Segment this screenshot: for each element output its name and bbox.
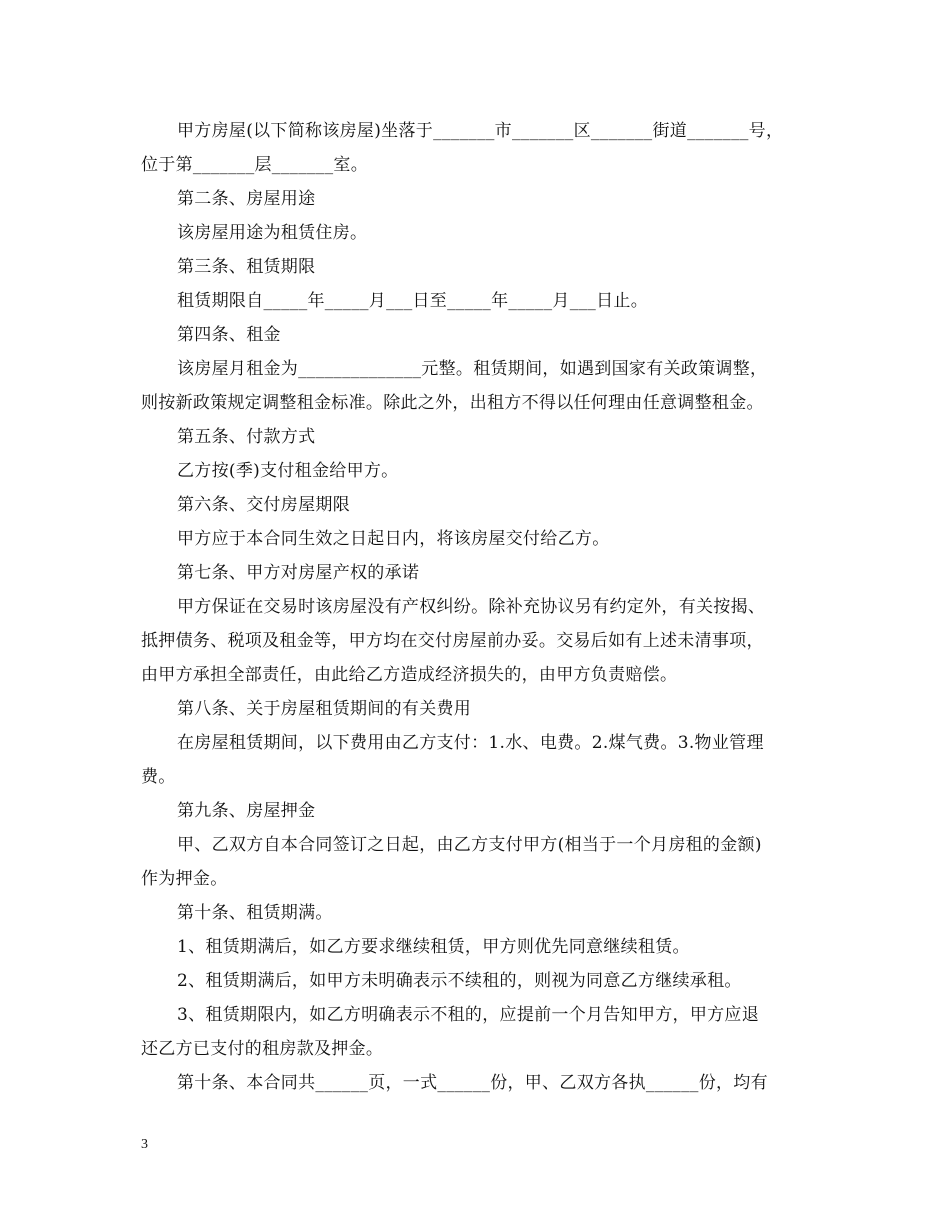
text-line: 第四条、租金 [177,325,281,345]
text-line: 甲方保证在交易时该房屋没有产权纠纷。除补充协议另有约定外，有关按揭、 [177,597,766,617]
text-line: 乙方按(季)支付租金给甲方。 [177,461,399,481]
text-line: 第九条、房屋押金 [177,801,316,821]
text-line: 甲方房屋(以下简称该房屋)坐落于_______市_______区_______街道_______号， [177,121,784,141]
text-line: 甲、乙双方自本合同签订之日起，由乙方支付甲方(相当于一个月房租的金额) [177,835,762,855]
text-line: 租赁期限自_____年_____月___日至_____年_____月___日止。 [177,291,648,311]
text-line: 则按新政策规定调整租金标准。除此之外，出租方不得以任何理由任意调整租金。 [141,393,764,413]
text-line: 作为押金。 [141,869,228,889]
text-line: 第六条、交付房屋期限 [177,495,350,515]
text-line: 2、租赁期满后，如甲方未明确表示不续租的，则视为同意乙方继续承租。 [177,971,742,991]
text-line: 费。 [141,767,176,787]
text-line: 第二条、房屋用途 [177,189,316,209]
text-line: 第十条、租赁期满。 [177,903,333,923]
text-line: 3、租赁期限内，如乙方明确表示不租的，应提前一个月告知甲方，甲方应退 [177,1005,760,1025]
text-line: 还乙方已支付的租房款及押金。 [141,1039,384,1059]
contract-body [141,114,831,1100]
text-line: 1、租赁期满后，如乙方要求继续租赁，甲方则优先同意继续租赁。 [177,937,690,957]
text-line: 第十条、本合同共______页，一式______份，甲、乙双方各执______份，均有 [177,1073,768,1093]
page-number: 3 [141,1137,148,1152]
text-line: 在房屋租赁期间，以下费用由乙方支付：1.水、电费。2.煤气费。3.物业管理 [177,733,764,753]
text-line: 抵押债务、税项及租金等，甲方均在交付房屋前办妥。交易后如有上述未清事项， [141,631,764,651]
text-line: 由甲方承担全部责任，由此给乙方造成经济损失的，由甲方负责赔偿。 [141,665,678,685]
text-line: 第五条、付款方式 [177,427,316,447]
text-line: 该房屋月租金为______________元整。租赁期间，如遇到国家有关政策调整， [177,359,768,379]
text-line: 位于第_______层_______室。 [141,155,368,175]
text-line: 第三条、租赁期限 [177,257,316,277]
text-line: 甲方应于本合同生效之日起日内，将该房屋交付给乙方。 [177,529,610,549]
text-line: 第七条、甲方对房屋产权的承诺 [177,563,420,583]
text-line: 第八条、关于房屋租赁期间的有关费用 [177,699,472,719]
text-line: 该房屋用途为租赁住房。 [177,223,368,243]
